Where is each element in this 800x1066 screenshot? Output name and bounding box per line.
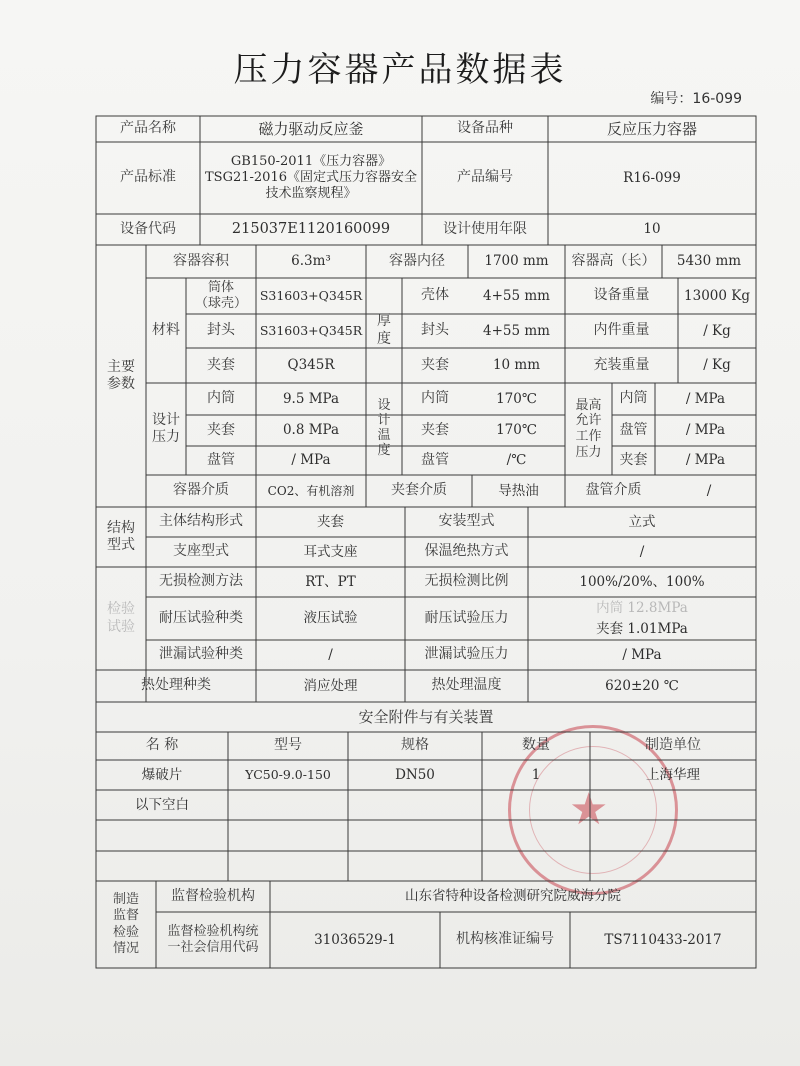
leak-pressure-value: / MPa <box>622 646 662 663</box>
dp-coil-value: / MPa <box>291 452 331 469</box>
safety-row-1-model: YC50-9.0-150 <box>245 767 331 783</box>
max-pressure-label: 最高 允许 工作 压力 <box>575 397 602 460</box>
equip-type-value: 反应压力容器 <box>606 119 697 138</box>
coil-medium-label: 盘管介质 <box>585 482 642 499</box>
leak-test-label: 泄漏试验种类 <box>159 646 243 663</box>
dp-inner-label: 内筒 <box>207 390 235 407</box>
approval-label: 机构核准证编号 <box>456 931 554 948</box>
material-label: 材料 <box>152 321 180 338</box>
leak-test-value: / <box>328 646 333 663</box>
standard-label: 产品标准 <box>120 169 176 186</box>
test-pressure-jacket: 夹套 1.01MPa <box>596 620 688 637</box>
internal-weight-value: / Kg <box>703 322 731 339</box>
mp-coil-value: / MPa <box>685 422 726 439</box>
test-pressure-inner: 内筒 12.8MPa <box>596 599 688 616</box>
approval-value: TS7110433-2017 <box>604 931 722 948</box>
fill-weight-label: 充装重量 <box>593 356 650 373</box>
main-params-group-label: 主要 参数 <box>107 358 135 392</box>
safety-header-name: 名 称 <box>145 737 179 754</box>
dt-jacket-value: 170℃ <box>496 422 537 439</box>
safety-header-qty: 数量 <box>522 737 550 754</box>
dp-jacket-label: 夹套 <box>207 421 235 438</box>
safety-row-2-name: 以下空白 <box>135 796 189 813</box>
shell-material: S31603+Q345R <box>259 288 363 304</box>
install-label: 安装型式 <box>438 513 495 530</box>
equip-type-label: 设备品种 <box>457 120 513 137</box>
volume-value: 6.3m³ <box>291 253 331 270</box>
main-form-value: 夹套 <box>317 513 344 530</box>
supervision-org-value: 山东省特种设备检测研究院威海分院 <box>405 888 621 905</box>
ndt-method-value: RT、PT <box>305 573 356 590</box>
supervision-org-label: 监督检验机构 <box>171 887 255 904</box>
weight-value: 13000 Kg <box>684 287 750 304</box>
heat-temp-label: 热处理温度 <box>431 677 502 694</box>
credit-code-value: 31036529-1 <box>314 931 396 948</box>
thickness-head-value: 4+55 mm <box>483 322 550 339</box>
shell-label: 筒体 （球壳） <box>194 279 247 311</box>
product-no-label: 产品编号 <box>457 169 513 186</box>
inspection-group-label: 检验 试验 <box>107 601 135 635</box>
leak-pressure-label: 泄漏试验压力 <box>424 646 509 663</box>
ndt-ratio-label: 无损检测比例 <box>424 573 509 590</box>
thickness-shell-label: 壳体 <box>421 287 449 304</box>
safety-row-1-qty: 1 <box>531 766 541 783</box>
coil-medium-value: / <box>706 482 712 499</box>
support-label: 支座型式 <box>173 543 229 560</box>
product-no-value: R16-099 <box>623 169 681 186</box>
inner-dia-value: 1700 mm <box>484 253 549 270</box>
dt-inner-label: 内筒 <box>421 390 449 407</box>
safety-header-maker: 制造单位 <box>645 737 701 754</box>
dt-inner-value: 170℃ <box>496 390 537 407</box>
jacket-medium-label: 夹套介质 <box>391 482 447 499</box>
heat-temp-value: 620±20 ℃ <box>605 677 679 694</box>
product-name-label: 产品名称 <box>120 120 176 137</box>
credit-code-label: 监督检验机构统 一社会信用代码 <box>167 923 259 955</box>
design-temp-label: 设 计 温 度 <box>377 398 391 458</box>
thickness-jacket-value: 10 mm <box>492 357 541 374</box>
design-pressure-label: 设计 压力 <box>152 411 180 445</box>
install-value: 立式 <box>628 513 656 530</box>
standard-value: GB150-2011《压力容器》 TSG21-2016《固定式压力容器安全 技术监察规程》 <box>205 153 417 202</box>
document-number: 编号：16-099 <box>650 91 742 107</box>
heat-type-value: 消应处理 <box>303 677 358 694</box>
height-label: 容器高（长） <box>571 252 656 269</box>
jacket-material: Q345R <box>287 357 335 374</box>
test-pressure-label: 耐压试验压力 <box>424 609 509 626</box>
heat-type-label: 热处理种类 <box>141 677 211 694</box>
internal-weight-label: 内件重量 <box>593 322 650 339</box>
design-life-value: 10 <box>643 221 661 238</box>
equip-code-value: 215037E1120160099 <box>231 221 391 238</box>
mp-inner-label: 内筒 <box>619 390 648 407</box>
main-form-label: 主体结构形式 <box>159 513 243 530</box>
medium-value: CO2、有机溶剂 <box>267 483 355 498</box>
dp-jacket-value: 0.8 MPa <box>282 422 340 439</box>
safety-header-model: 型号 <box>274 737 302 754</box>
product-name-value: 磁力驱动反应釜 <box>258 119 364 138</box>
mp-inner-value: / MPa <box>685 390 726 407</box>
safety-section-title: 安全附件与有关装置 <box>358 707 494 726</box>
insulation-value: / <box>639 543 645 560</box>
equip-code-label: 设备代码 <box>120 220 176 237</box>
thickness-jacket-label: 夹套 <box>421 356 449 373</box>
thickness-head-label: 封头 <box>421 322 449 339</box>
fill-weight-value: / Kg <box>703 357 731 374</box>
mp-jacket-value: / MPa <box>685 452 726 469</box>
ndt-ratio-value: 100%/20%、100% <box>579 573 705 590</box>
design-life-label: 设计使用年限 <box>443 220 527 237</box>
medium-label: 容器介质 <box>173 482 229 499</box>
safety-row-1-maker: 上海华理 <box>646 766 700 783</box>
safety-header-spec: 规格 <box>401 737 429 754</box>
dt-coil-value: /℃ <box>506 452 527 469</box>
head-material: S31603+Q345R <box>259 323 363 339</box>
weight-label: 设备重量 <box>593 287 650 304</box>
thickness-shell-value: 4+55 mm <box>483 287 550 304</box>
dp-inner-value: 9.5 MPa <box>282 390 340 407</box>
pressure-test-label: 耐压试验种类 <box>159 609 243 626</box>
dt-coil-label: 盘管 <box>421 451 449 468</box>
height-value: 5430 mm <box>676 253 742 270</box>
safety-row-1-spec: DN50 <box>395 766 435 783</box>
support-value: 耳式支座 <box>303 543 358 560</box>
safety-row-1-name: 爆破片 <box>141 766 183 783</box>
jacket-label: 夹套 <box>207 356 235 373</box>
supervision-group-label: 制造 监督 检验 情况 <box>112 892 139 956</box>
inner-dia-label: 容器内径 <box>389 252 445 269</box>
thickness-label: 厚 度 <box>377 313 391 347</box>
dp-coil-label: 盘管 <box>207 451 235 468</box>
jacket-medium-value: 导热油 <box>498 482 539 499</box>
head-label: 封头 <box>207 322 235 339</box>
mp-coil-label: 盘管 <box>619 421 648 438</box>
structure-group-label: 结构 型式 <box>107 519 135 553</box>
volume-label: 容器容积 <box>173 252 229 269</box>
ndt-method-label: 无损检测方法 <box>159 573 243 590</box>
dt-jacket-label: 夹套 <box>421 421 449 438</box>
seal-star-icon: ★ <box>569 784 609 835</box>
pressure-test-value: 液压试验 <box>303 610 358 627</box>
page-title: 压力容器产品数据表 <box>233 50 567 90</box>
insulation-label: 保温绝热方式 <box>424 543 509 560</box>
mp-jacket-label: 夹套 <box>619 451 648 468</box>
